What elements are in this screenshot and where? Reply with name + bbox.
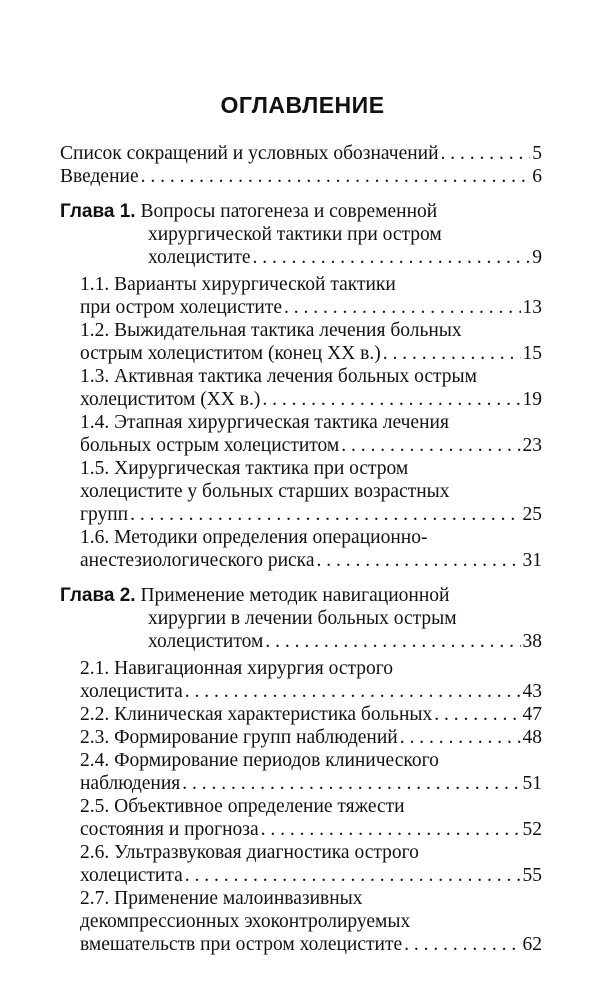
toc-entry-section-2-2[interactable] <box>80 703 542 726</box>
chapter-title-line: Вопросы патогенеза и современной <box>140 201 438 222</box>
section-title-line: 2.7. Применение малоинвазивных <box>80 888 363 909</box>
section-title-line: 1.4. Этапная хирургическая тактика лечения <box>80 412 449 433</box>
entry-label: наблюдения <box>80 773 181 794</box>
entry-label: 2.3. Формирование групп наблюдений <box>80 727 398 748</box>
page-number: 43 <box>522 681 542 702</box>
leader-dots <box>182 772 520 795</box>
leader-dots <box>400 726 521 749</box>
chapter-label: Глава 1. <box>60 201 136 222</box>
page-number: 47 <box>522 704 542 725</box>
section-title-line: 1.5. Хирургическая тактика при остром <box>80 458 409 479</box>
section-title-line: 1.2. Выжидательная тактика лечения больных <box>80 320 462 341</box>
entry-label: Список сокращений и условных обозначений <box>60 143 439 164</box>
leader-dots <box>253 246 531 269</box>
chapter-title-line: хирургической тактики при остром <box>148 224 442 245</box>
section-title-line: 1.3. Активная тактика лечения больных острым <box>80 366 477 387</box>
entry-label: вмешательств при остром холецистите <box>80 934 403 955</box>
toc-entry-section-1-1[interactable] <box>80 296 542 319</box>
leader-dots <box>185 680 521 703</box>
section-title-line: 2.1. Навигационная хирургия острого <box>80 658 394 679</box>
page-number: 55 <box>522 865 542 886</box>
entry-label: холецистита <box>80 865 183 886</box>
entry-label: Введение <box>60 166 139 187</box>
leader-dots <box>404 933 520 956</box>
entry-label: холециститом <box>148 631 264 652</box>
leader-dots <box>441 142 531 165</box>
page-number: 5 <box>532 143 542 164</box>
page-number: 38 <box>522 631 542 652</box>
leader-dots <box>141 165 531 188</box>
toc-entry-chapter-2[interactable] <box>148 630 542 653</box>
page-number: 48 <box>522 727 542 748</box>
chapter-2-heading[interactable] <box>60 584 449 607</box>
toc-entry-section-1-6[interactable] <box>80 549 542 572</box>
chapter-title-line: хирургии в лечении больных острым <box>148 608 457 629</box>
leader-dots <box>284 296 520 319</box>
entry-label: состояния и прогноза <box>80 819 259 840</box>
section-title-line: 2.4. Формирование периодов клинического <box>80 750 439 771</box>
toc-entry-section-1-3[interactable] <box>80 388 542 411</box>
entry-label: острым холециститом (конец XX в.) <box>80 343 381 364</box>
page-number: 51 <box>522 773 542 794</box>
entry-label: холецистите <box>148 247 251 268</box>
toc-entry-chapter-1[interactable] <box>148 246 542 269</box>
leader-dots <box>341 434 520 457</box>
chapter-1-heading[interactable] <box>60 200 437 223</box>
leader-dots <box>185 864 521 887</box>
entry-label: 2.2. Клиническая характеристика больных <box>80 704 433 725</box>
entry-label: холециститом (XX в.) <box>80 389 261 410</box>
section-title-line: холецистите у больных старших возрастных <box>80 481 450 502</box>
page-number: 25 <box>522 504 542 525</box>
page-number: 23 <box>522 435 542 456</box>
chapter-title-line: Применение методик навигационной <box>140 585 450 606</box>
toc-entry-introduction[interactable] <box>60 165 542 188</box>
entry-label: групп <box>80 504 129 525</box>
leader-dots <box>434 703 520 726</box>
page-number: 19 <box>522 389 542 410</box>
toc-entry-section-2-7[interactable] <box>80 933 542 956</box>
leader-dots <box>317 549 521 572</box>
leader-dots <box>262 388 520 411</box>
leader-dots <box>130 503 520 526</box>
section-title-line: 2.6. Ультразвуковая диагностика острого <box>80 842 419 863</box>
toc-entry-section-1-5[interactable] <box>80 503 542 526</box>
toc-entry-section-1-4[interactable] <box>80 434 542 457</box>
section-title-line: 1.6. Методики определения операционно- <box>80 527 428 548</box>
leader-dots <box>261 818 521 841</box>
page-number: 9 <box>532 247 542 268</box>
section-title-line: 2.5. Объективное определение тяжести <box>80 796 405 817</box>
chapter-label: Глава 2. <box>60 585 136 606</box>
entry-label: холецистита <box>80 681 183 702</box>
toc-entry-section-2-1[interactable] <box>80 680 542 703</box>
entry-label: больных острым холециститом <box>80 435 340 456</box>
page-number: 13 <box>522 297 542 318</box>
page-number: 15 <box>522 343 542 364</box>
toc-entry-section-2-5[interactable] <box>80 818 542 841</box>
leader-dots <box>383 342 521 365</box>
leader-dots <box>265 630 520 653</box>
toc-entry-section-2-4[interactable] <box>80 772 542 795</box>
toc-entry-abbreviations[interactable] <box>60 142 542 165</box>
page-number: 31 <box>522 550 542 571</box>
toc-entry-section-2-3[interactable] <box>80 726 542 749</box>
page-number: 6 <box>532 166 542 187</box>
page-number: 62 <box>522 934 542 955</box>
entry-label: при остром холецистите <box>80 297 283 318</box>
section-title-line: 1.1. Варианты хирургической тактики <box>80 274 396 295</box>
entry-label: анестезиологического риска <box>80 550 315 571</box>
toc-entry-section-1-2[interactable] <box>80 342 542 365</box>
page-title: ОГЛАВЛЕНИЕ <box>220 92 385 118</box>
section-title-line: декомпрессионных эхоконтролируемых <box>80 911 411 932</box>
page-number: 52 <box>522 819 542 840</box>
toc-entry-section-2-6[interactable] <box>80 864 542 887</box>
